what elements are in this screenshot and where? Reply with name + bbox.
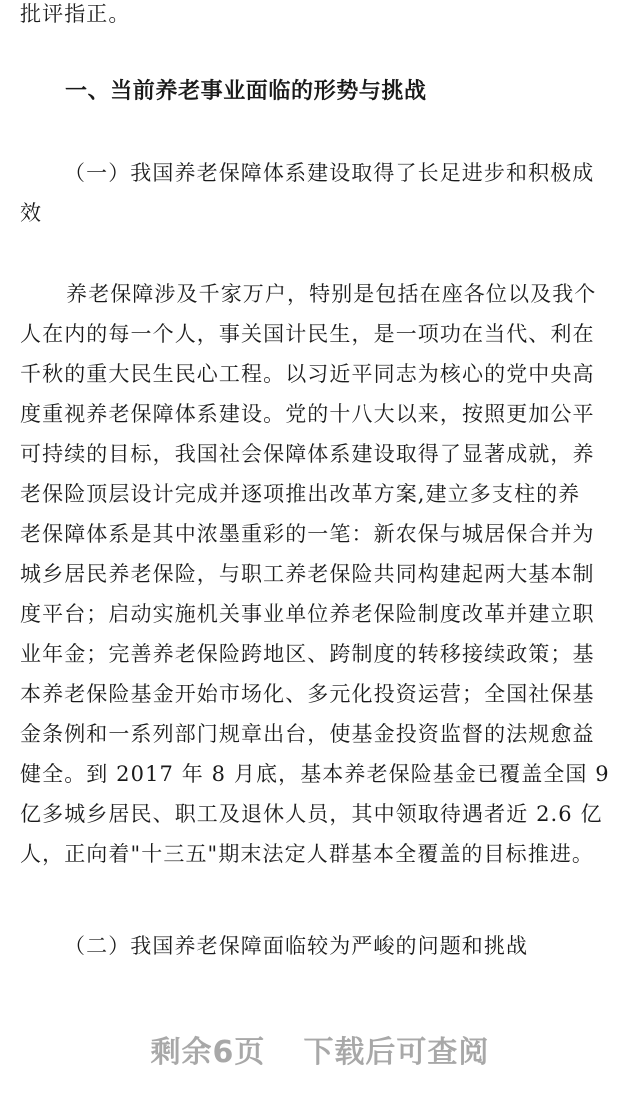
paragraph-line: 人，正向着"十三五"期末法定人群基本全覆盖的目标推进。 [20, 842, 595, 866]
section-heading: 一、当前养老事业面临的形势与挑战 [65, 79, 427, 104]
paragraph-line: 人在内的每一个人，事关国计民生，是一项功在当代、利在 [20, 322, 595, 346]
paragraph-line: 度平台；启动实施机关事业单位养老保险制度改革并建立职 [20, 602, 595, 626]
subsection-1-title-line-2: 效 [20, 201, 43, 225]
subsection-2-title: （二）我国养老保障面临较为严峻的问题和挑战 [64, 934, 529, 958]
paragraph-line: 城乡居民养老保险，与职工养老保险共同构建起两大基本制 [20, 562, 595, 586]
paragraph-line: 千秋的重大民生民心工程。以习近平同志为核心的党中央高 [20, 362, 595, 386]
remaining-pages-label: 剩余6页 [150, 1035, 266, 1070]
paragraph-line: 可持续的目标，我国社会保障体系建设取得了显著成就，养 [20, 442, 595, 466]
download-prompt-label: 下载后可查阅 [303, 1035, 490, 1070]
paragraph-line: 老保障体系是其中浓墨重彩的一笔：新农保与城居保合并为 [20, 522, 595, 546]
paragraph-line: 养老保障涉及千家万户，特别是包括在座各位以及我个 [66, 282, 597, 306]
paragraph-line: 健全。到 2017 年 8 月底，基本养老保险基金已覆盖全国 9 [20, 762, 610, 786]
paragraph-line: 金条例和一系列部门规章出台，使基金投资监督的法规愈益 [20, 722, 595, 746]
download-to-view-banner[interactable] [0, 1028, 640, 1078]
opening-fragment: 批评指正。 [20, 2, 131, 26]
paragraph-line: 业年金；完善养老保险跨地区、跨制度的转移接续政策；基 [20, 642, 595, 666]
paragraph-line: 本养老保险基金开始市场化、多元化投资运营；全国社保基 [20, 682, 595, 706]
paragraph-line: 老保险顶层设计完成并逐项推出改革方案,建立多支柱的养 [20, 482, 581, 506]
paragraph-line: 度重视养老保障体系建设。党的十八大以来，按照更加公平 [20, 402, 595, 426]
paragraph-line: 亿多城乡居民、职工及退休人员，其中领取待遇者近 2.6 亿 [20, 802, 603, 826]
subsection-1-title-line-1: （一）我国养老保障体系建设取得了长足进步和积极成 [64, 161, 595, 185]
